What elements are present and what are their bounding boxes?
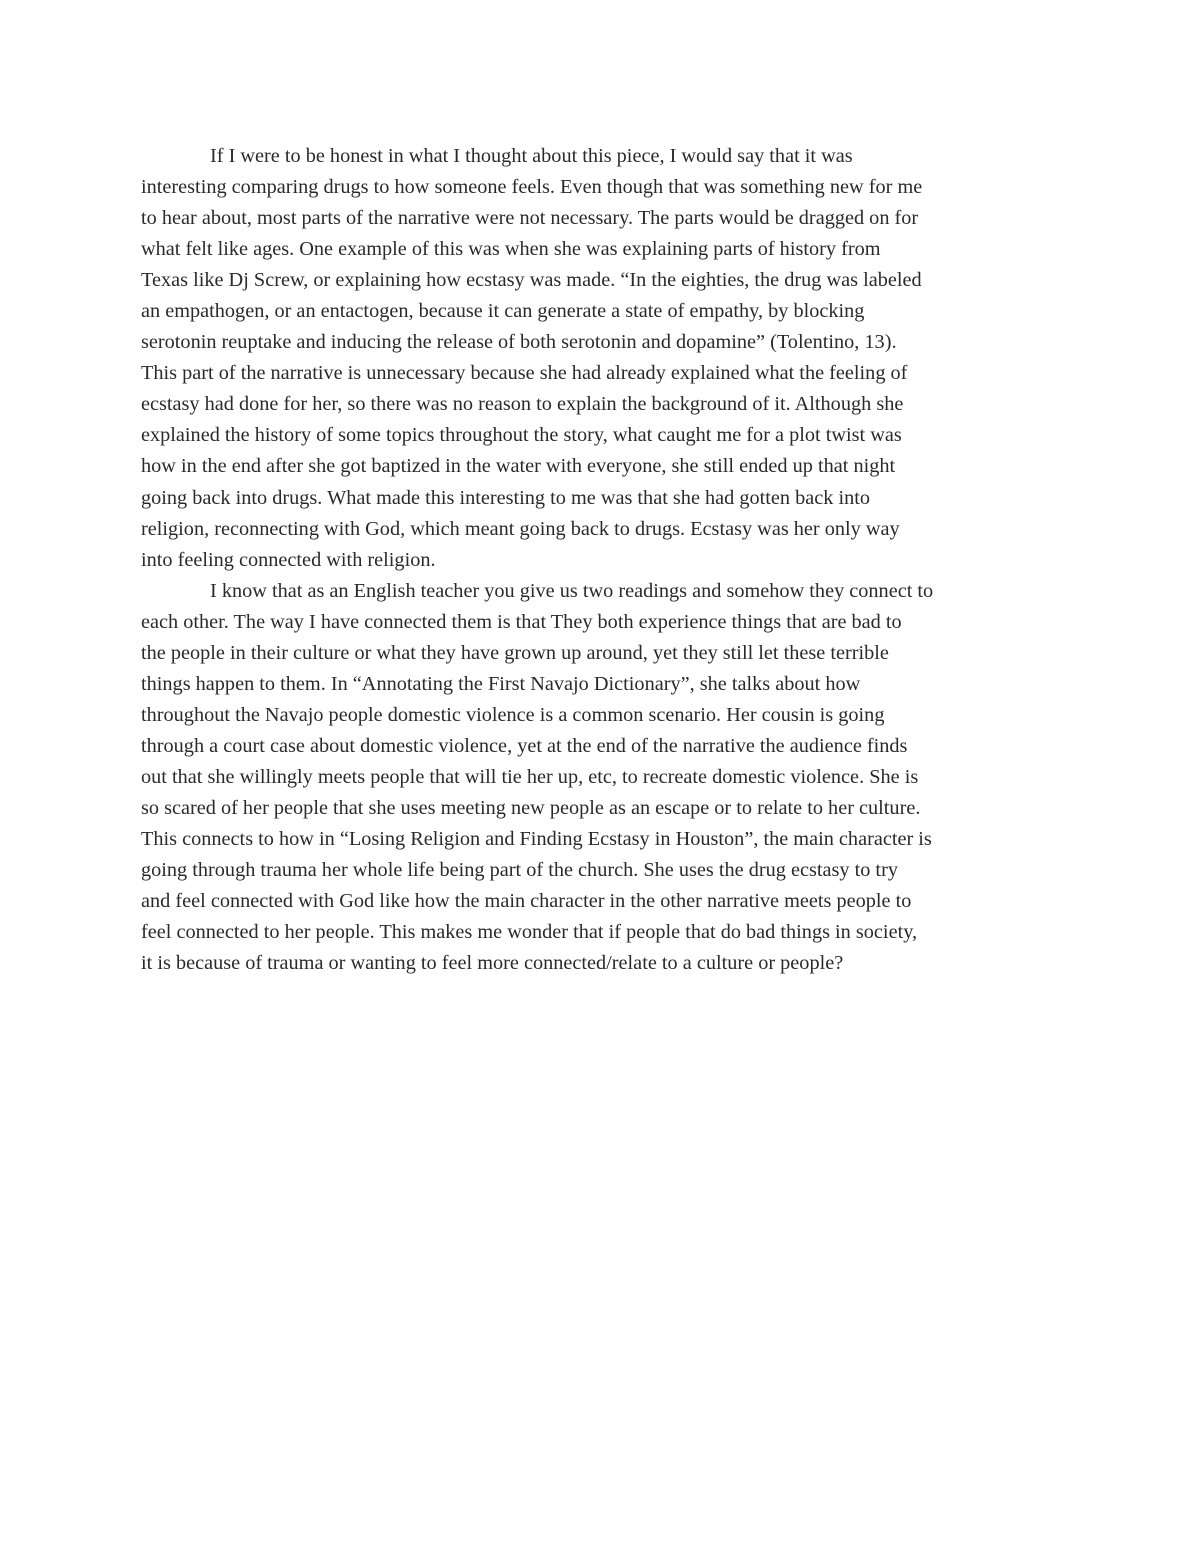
text-line: serotonin reuptake and inducing the release of both serotonin and dopamine” (Tolentino, 13). bbox=[141, 331, 897, 354]
text-line: going through trauma her whole life being part of the church. She uses the drug ecstasy to try bbox=[141, 859, 898, 882]
text-line: the people in their culture or what they have grown up around, yet they still let these terrible bbox=[141, 641, 889, 664]
text-line: going back into drugs. What made this interesting to me was that she had gotten back into bbox=[141, 486, 871, 509]
text-line: through a court case about domestic violence, yet at the end of the narrative the audience finds bbox=[141, 734, 908, 757]
text-line: things happen to them. In “Annotating the First Navajo Dictionary”, she talks about how bbox=[141, 672, 861, 695]
text-line: This part of the narrative is unnecessary because she had already explained what the feeling of bbox=[141, 362, 908, 385]
text-line: an empathogen, or an entactogen, because it can generate a state of empathy, by blocking bbox=[141, 300, 865, 323]
document-body bbox=[141, 141, 1061, 979]
text-line: and feel connected with God like how the main character in the other narrative meets people to bbox=[141, 890, 912, 913]
text-line: how in the end after she got baptized in the water with everyone, she still ended up that night bbox=[141, 455, 896, 478]
text-line: Texas like Dj Screw, or explaining how ecstasy was made. “In the eighties, the drug was labeled bbox=[141, 269, 922, 292]
text-line: to hear about, most parts of the narrative were not necessary. The parts would be dragged on for bbox=[141, 207, 919, 230]
text-line: If I were to be honest in what I thought about this piece, I would say that it was bbox=[210, 145, 853, 167]
text-line: what felt like ages. One example of this was when she was explaining parts of history from bbox=[141, 238, 881, 261]
text-line: explained the history of some topics throughout the story, what caught me for a plot twist was bbox=[141, 424, 902, 447]
text-line: so scared of her people that she uses meeting new people as an escape or to relate to her culture. bbox=[141, 796, 921, 819]
text-line: I know that as an English teacher you give us two readings and somehow they connect to bbox=[210, 579, 934, 602]
text-line: throughout the Navajo people domestic violence is a common scenario. Her cousin is going bbox=[141, 703, 885, 726]
text-line: it is because of trauma or wanting to feel more connected/relate to a culture or people? bbox=[141, 952, 844, 975]
text-line: religion, reconnecting with God, which meant going back to drugs. Ecstasy was her only way bbox=[141, 517, 900, 540]
text-line: out that she willingly meets people that will tie her up, etc, to recreate domestic violence. She is bbox=[141, 765, 919, 788]
text-line: This connects to how in “Losing Religion and Finding Ecstasy in Houston”, the main character is bbox=[141, 828, 932, 851]
text-line: into feeling connected with religion. bbox=[141, 548, 436, 571]
text-line: ecstasy had done for her, so there was no reason to explain the background of it. Although she bbox=[141, 393, 904, 416]
paragraph-2 bbox=[141, 576, 1061, 980]
text-line: feel connected to her people. This makes me wonder that if people that do bad things in society, bbox=[141, 921, 918, 944]
paragraph-1 bbox=[141, 141, 1061, 576]
text-line: each other. The way I have connected them is that They both experience things that are bad to bbox=[141, 610, 902, 633]
text-line: interesting comparing drugs to how someone feels. Even though that was something new for me bbox=[141, 176, 923, 199]
